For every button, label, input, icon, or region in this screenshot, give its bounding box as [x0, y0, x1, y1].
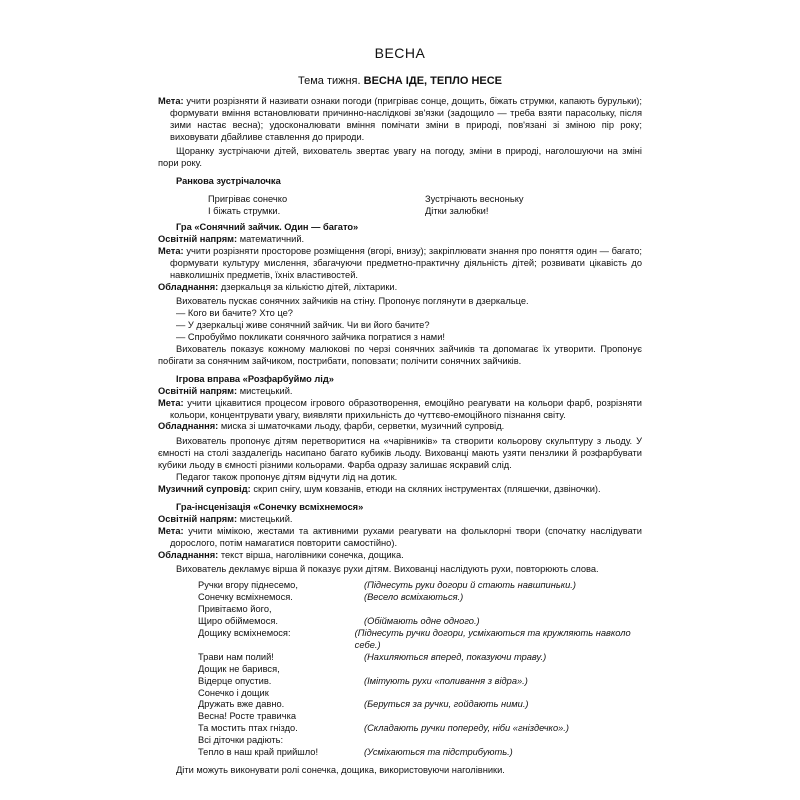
goal-paragraph	[158, 96, 642, 144]
week-theme	[158, 76, 642, 88]
poem-line: Пригріває сонечко	[208, 194, 288, 205]
game1-line: Вихователь показує кожному малюкові по черзі сонячних зайчиків та допомагає їх утворити. Пропонує побігати за сонячним зайчиком, пострибати, поповзати; полічити сонячних зайчиків.	[158, 344, 642, 366]
verse-line: Відерце опустив.	[198, 675, 272, 686]
verse-line: Весна! Росте травичка	[198, 711, 297, 722]
verse-line: Дощик не барився,	[198, 663, 280, 674]
verse-action: (Усміхаються та підстрибують.)	[364, 747, 513, 758]
poem-line: І біжать струмки.	[208, 206, 281, 217]
verse-line: Сонечку всміхнемося.	[198, 592, 293, 603]
verse-row	[198, 580, 642, 592]
game3-equipment	[158, 550, 642, 562]
verse-row	[198, 604, 642, 616]
goal-label: Мета:	[158, 95, 184, 106]
verse-action: (Піднесуть руки догори й стають навшпиньки.)	[364, 580, 576, 591]
verse-line: Дружать вже давно.	[198, 699, 285, 710]
verse-line: Привітаємо його,	[198, 604, 272, 615]
game3-intro: Вихователь декламує вірша й показує рухи дітям. Вихованці наслідують рухи, повторюють слова.	[176, 564, 599, 575]
goal-label: Мета:	[158, 397, 184, 408]
verse-action: (Складають ручки попереду, ніби «гніздечко».)	[364, 723, 569, 734]
game1-title: Гра «Сонячний зайчик. Один — багато»	[176, 221, 359, 232]
verse-line: Тепло в наш край прийшло!	[198, 747, 319, 758]
game2-direction	[158, 386, 642, 398]
verse-row	[198, 676, 642, 688]
direction-text: мистецький.	[239, 513, 293, 524]
morning-title: Ранкова зустрічалочка	[176, 176, 281, 187]
verse-row	[198, 616, 642, 628]
music-text: скрип снігу, шум ковзанів, етюди на скляних інструментах (пляшечки, дзвіночки).	[253, 484, 601, 494]
game3-title: Гра-інсценізація «Сонечку всміхнемося»	[176, 501, 364, 512]
direction-label: Освітній напрям:	[158, 513, 238, 524]
goal-text: учити розрізняти просторове розміщення (вгорі, внизу); закріплювати знання про поняття один — багато; формувати культуру мислення, збагачуючи предметно-практичну діяльність дітей; розвивати цікавість до навколишніх предметів, їхніх властивостей.	[170, 245, 642, 280]
verse-action: (Імітують рухи «поливання з відра».)	[364, 675, 528, 686]
equipment-text: дзеркальця за кількістю дітей, ліхтарики.	[220, 281, 398, 292]
poem-line: Дітки залюбки!	[425, 206, 489, 217]
verse-row	[198, 699, 642, 711]
verse-row	[198, 628, 642, 652]
equipment-text: текст вірша, наголівники сонечка, дощика.	[220, 549, 404, 560]
verse-row	[198, 711, 642, 723]
game1-line: Вихователь пускає сонячних зайчиків на стіну. Пропонує поглянути в дзеркальце.	[176, 296, 529, 307]
equipment-label: Обладнання:	[158, 281, 219, 292]
morning-poem-right	[425, 194, 642, 218]
game3-direction	[158, 514, 642, 526]
game1-direction	[158, 234, 642, 246]
equipment-label: Обладнання:	[158, 549, 219, 560]
verse-action: (Обіймають одне одного.)	[364, 616, 480, 627]
game1-goal	[158, 246, 642, 282]
game2-line: Педагог також пропонує дітям відчути лід на дотик.	[176, 472, 398, 483]
goal-label: Мета:	[158, 525, 184, 536]
game2-line: Вихователь пропонує дітям перетворитися на «чарівників» та створити кольорову скульптуру з льоду. У ємності на столі заздалегідь насипано багато кубиків льоду. Вихованці мають узяти пензлики й розфарбувати кубики льоду в ємності різними кольорами. Фарба одразу залишає яскравий слід.	[158, 436, 642, 471]
game1-line: — Спробуймо покликати сонячного зайчика погратися з нами!	[176, 332, 445, 343]
verse-line: Щиро обіймемося.	[198, 616, 278, 627]
intro-paragraph: Щоранку зустрічаючи дітей, вихователь звертає увагу на погоду, зміни в природі, наголошуючи на зміні пори року.	[158, 146, 642, 169]
game3-goal	[158, 526, 642, 550]
verse-line: Ручки вгору піднесемо,	[198, 580, 298, 591]
game2-goal	[158, 398, 642, 422]
verse-line: Трави нам полий!	[198, 651, 274, 662]
poem-line: Зустрічають весноньку	[425, 194, 524, 205]
verse-action: (Нахиляються вперед, показуючи траву.)	[364, 651, 547, 662]
verse-action: (Весело всміхаються.)	[364, 592, 464, 603]
direction-text: мистецький.	[239, 385, 293, 396]
goal-label: Мета:	[158, 245, 184, 256]
section-title: ВЕСНА	[374, 45, 426, 61]
verse-action: (Беруться за ручки, гойдають ними.)	[364, 699, 529, 710]
verse	[198, 580, 642, 759]
direction-label: Освітній напрям:	[158, 385, 238, 396]
verse-line: Та мостить птах гніздо.	[198, 723, 298, 734]
theme-label: Тема тижня.	[297, 74, 361, 87]
music-label: Музичний супровід:	[158, 484, 251, 494]
direction-text: математичний.	[239, 233, 305, 244]
verse-row	[198, 747, 642, 759]
morning-poem-left	[208, 194, 425, 218]
goal-text: учити цікавитися процесом ігрового образотворення, емоційно реагувати на кольори фарб, розрізняти кольори, концентрувати увагу, виявляти прихильність до чуттєво-емоційного пізнання світу.	[170, 397, 642, 420]
theme-title: ВЕСНА ІДЕ, ТЕПЛО НЕСЕ	[363, 74, 503, 87]
verse-row	[198, 723, 642, 735]
verse-row	[198, 735, 642, 747]
verse-action: (Піднесуть ручки догори, усміхаються та кружляють навколо себе.)	[354, 627, 631, 650]
game1-line: — Кого ви бачите? Хто це?	[176, 308, 293, 319]
game1-line: — У дзеркальці живе сонячний зайчик. Чи ви його бачите?	[176, 320, 430, 331]
verse-row	[198, 688, 642, 700]
equipment-text: миска зі шматочками льоду, фарби, серветки, музичний супровід.	[220, 421, 505, 432]
verse-line: Всі діточки радіють:	[198, 735, 284, 746]
morning-poem	[208, 194, 642, 218]
direction-label: Освітній напрям:	[158, 233, 238, 244]
game2-music	[158, 484, 642, 496]
verse-row	[198, 592, 642, 604]
equipment-label: Обладнання:	[158, 421, 219, 432]
verse-line: Сонечко і дощик	[198, 687, 269, 698]
game2-title: Ігрова вправа «Розфарбуймо лід»	[176, 373, 334, 384]
goal-text: учити розрізняти й називати ознаки погоди (пригріває сонце, дощить, біжать струмки, капають бурульки); формувати вміння встановлювати причинно-наслідкові зв'язки (задощило — треба взяти парасольку, після зими настає весна); удосконалювати вміння помічати зміни в природі, пов'язані зі зміною пір року; виховувати дбайливе ставлення до природи.	[170, 95, 642, 142]
game3-outro: Діти можуть виконувати ролі сонечка, дощика, використовуючи наголівники.	[176, 764, 505, 775]
game1-equipment	[158, 282, 642, 294]
verse-row	[198, 664, 642, 676]
document-page	[158, 44, 642, 777]
game2-equipment	[158, 421, 642, 433]
goal-text: учити мімікою, жестами та активними рухами реагувати на фольклорні твори (спочатку наслідувати дорослого, потім намагатися повторити самостійно).	[170, 525, 642, 548]
verse-line: Дощику всміхнемося:	[198, 627, 291, 638]
verse-row	[198, 652, 642, 664]
